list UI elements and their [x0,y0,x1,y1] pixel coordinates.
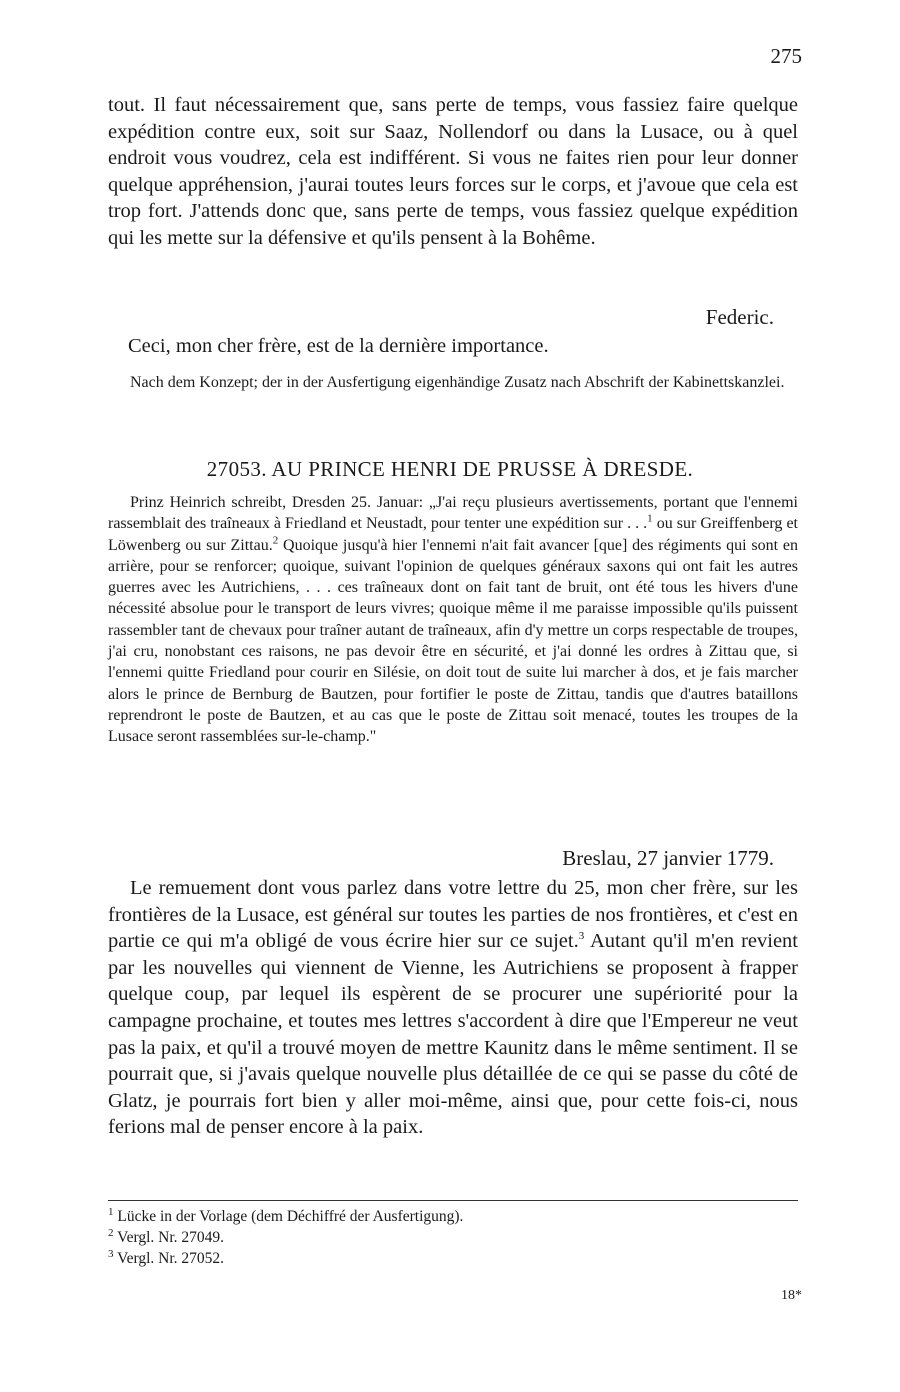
letter-body-block [108,875,798,1141]
postscript: Ceci, mon cher frère, est de la dernière importance. [128,335,549,357]
footnote-rule [108,1200,798,1201]
letter-continuation [108,92,798,252]
footnote-ref-2: 2 [272,534,279,547]
letter-continuation-text: tout. Il faut nécessairement que, sans perte de temps, vous fassiez faire quelque expédition contre eux, soit sur Saaz, Nollendorf ou dans la Lusace, ou à quel endroit vous voudrez, cela est indifférent. Si vous ne faites rien pour leur donner quelque appréhension, j'aurai toutes leurs forces sur le corps, et j'avoue que cela est trop fort. J'attends donc que, sans perte de temps, vous fassiez quelque expédition qui les mette sur la défensive et qu'ils pensent à la Bohême. [108,94,798,249]
footnote-2 [108,1227,798,1248]
footnote-3 [108,1248,798,1269]
footnote-1-number: 1 [108,1205,114,1218]
footnote-ref-3: 3 [578,930,585,943]
footnote-3-text: Vergl. Nr. 27052. [117,1250,225,1267]
summary-part-3: Quoique jusqu'à hier l'ennemi n'ait fait avancer [que] des régiments qui sont en arrière, pour se renforcer; quoique, suivant l'opinion de quelques généraux saxons qui ont fait les autres guerres avec les Autrichiens, . . . ces traîneaux dont on fait tant de bruit, ont été tous les hivers d'une nécessité absolue pour le transport de leurs vivres; quoique même il me paraisse impossible qu'ils puissent rassembler tant de chevaux pour traîner autant de traîneaux, afin d'y mettre un corps respectable de troupes, j'ai cru, nonobstant ces raisons, ne pas devoir être en sécurité, et j'ai donné les ordres à Zittau que, si l'ennemi quitte Friedland pour courir en Silésie, on doit tout de suite lui marcher à dos, et je fais marcher alors le prince de Bernburg de Bautzen, pour fortifier le poste de Zittau, tandis que d'autres bataillons reprendront le poste de Bautzen, et au cas que le poste de Zittau soit menacé, toutes les troupes de la Lusace seront rassemblées sur-le-champ." [108,536,798,746]
page-number: 275 [770,44,802,68]
letter-heading: 27053. AU PRINCE HENRI DE PRUSSE À DRESDE. [206,457,694,481]
signature: Federic. [705,305,774,329]
letter-body-part-2: Autant qu'il m'en revient par les nouvelles qui viennent de Vienne, les Autrichiens se proposent à frapper quelque coup, par lequel ils espèrent de se procurer une supériorité pour la campagne prochaine, et toutes mes lettres s'accordent à dire que l'Empereur ne veut pas la paix, et qu'il a trouvé moyen de mettre Kaunitz dans le même sentiment. Il se pourrait que, si j'avais quelque nouvelle plus détaillée de ce qui se passe du côté de Glatz, je pourrais fort bien y aller moi-même, ainsi que, pour cette fois-ci, nous ferions mal de penser encore à la paix. [108,930,798,1139]
letter-body [108,875,798,1141]
letter-body-part-1: Le remuement dont vous parlez dans votre lettre du 25, mon cher frère, sur les frontières de la Lusace, est général sur toutes les parties de nos frontières, et c'est en partie ce qui m'a obligé de vous écrire hier sur ce sujet. [108,877,798,953]
summary-text [108,492,798,748]
sheet-mark: 18* [781,1288,802,1303]
summary-part-2: ou sur Greiffenberg et Löwenberg ou sur Zittau. [108,515,798,554]
summary-block [108,492,798,748]
footnote-2-text: Vergl. Nr. 27049. [117,1229,225,1246]
footnote-1-text: Lücke in der Vorlage (dem Déchiffré der Ausfertigung). [117,1208,464,1225]
summary-part-1: Prinz Heinrich schreibt, Dresden 25. Januar: „J'ai reçu plusieurs avertissements, portant que l'ennemi rassemblait des traîneaux à Friedland et Neustadt, pour tenter une expédition sur . . . [108,494,798,533]
footnote-ref-1: 1 [647,512,653,525]
footnote-1 [108,1206,798,1227]
footnote-3-number: 3 [108,1247,114,1260]
dateline: Breslau, 27 janvier 1779. [562,846,774,870]
postscript-block [128,333,798,360]
source-note: Nach dem Konzept; der in der Ausfertigung eigenhändige Zusatz nach Abschrift der Kabinettskanzlei. [130,374,785,391]
footnotes [108,1206,798,1269]
footnote-2-number: 2 [108,1226,114,1239]
source-note-block [108,372,798,393]
